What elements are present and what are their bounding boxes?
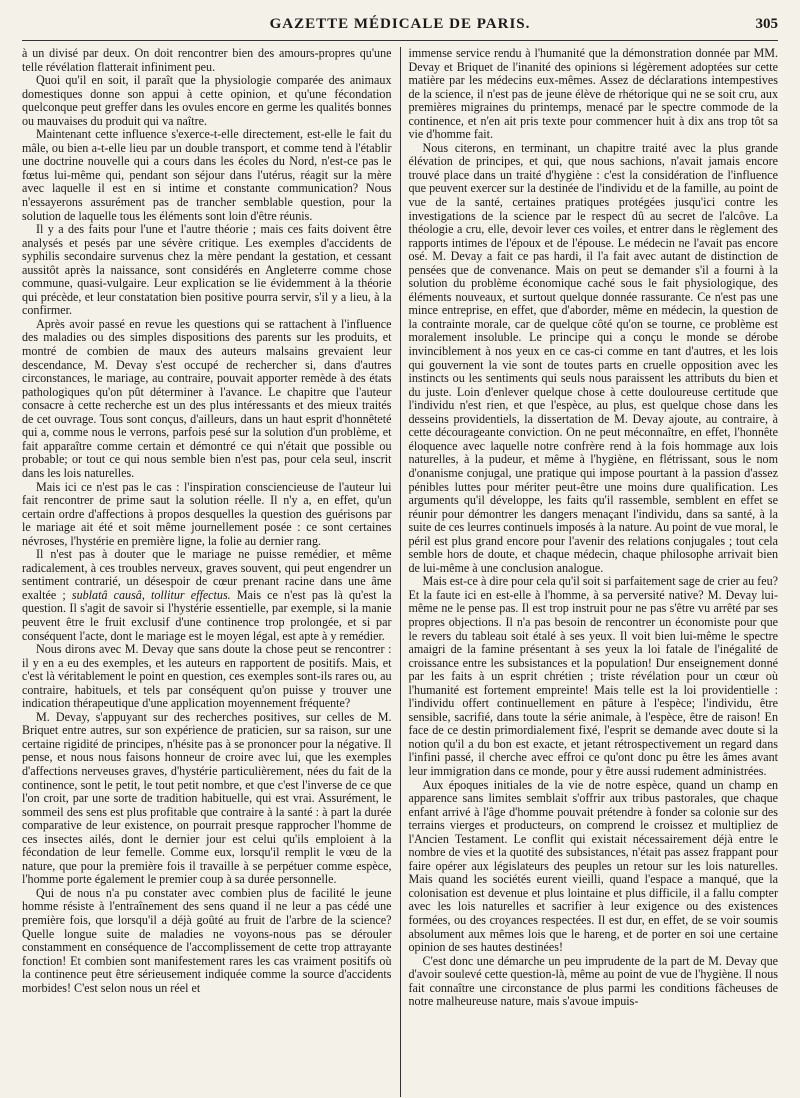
page-header [22, 14, 778, 41]
running-title: GAZETTE MÉDICALE DE PARIS. [269, 16, 531, 32]
paragraph: à un divisé par deux. On doit rencontrer bien des amours-propres qu'une telle révélation flatterait infiniment peu. [22, 47, 392, 74]
paragraph: Nous citerons, en terminant, un chapitre traité avec la plus grande élévation de principes, et qui, que nous sachions, n'avait jamais encore trouvé place dans un traité d'hygiène : c'est la considération de l'influence que peuvent exercer sur la destinée de l'individu et de la famille, au point de vue de la santé, certaines pratiques protégées jusqu'ici contre les investigations de la science par le respect dû au secret de l'alcôve. La théologie a cru, elle, devoir lever ces voiles, et entrer dans le règlement des rapports intimes de l'époux et de l'épouse. Le médecin ne l'avait pas encore osé. M. Devay a fait ce pas hardi, il l'a fait avec autant de distinction de pensées que de convenance. Mais on peut se demander s'il a fourni à la solution du problème économique caché sous le fait physiologique, des éléments nouveaux, et surtout quelque donnée rassurante. Ce n'est pas une mince entreprise, en effet, que d'aborder, même en médecin, la question de la contrainte morale, car de quelque côté qu'on se tourne, ce problème est moralement insoluble. Le principe qui a conçu le monde se dérobe invinciblement à nos yeux en ce cas-ci comme en tant d'autres, et les lois qui gouvernent la vie sont de toutes parts en cruelle opposition avec les instincts ou les sentiments qui seuls nous paraissent les attributs du bien et du juste. Loin d'enlever quelque chose à cette douloureuse certitude que l'individu n'est rien, et que l'espèce, au plus, est quelque chose dans les desseins providentiels, la dissertation de M. Devay ajoute, au contraire, à cette décourageante conviction. On ne peut méconnaître, en effet, l'honnête éloquence avec laquelle notre confrère rend à la fois hommage aux lois naturelles, à la pudeur, et même à l'hygiène, en flétrissant, sous le nom d'onanisme conjugal, une pratique qui impose pourtant à la passion d'assez pénibles luttes pour mériter peut-être une moins dure qualification. Les arguments qu'il développe, les faits qu'il rassemble, semblent en effet se réunir pour démontrer les dangers menaçant l'individu, dans sa santé, à la suite de ces leurres continuels imposés à la nature. Au point de vue moral, le péril est plus grand encore pour l'avenir des relations conjugales ; tout cela semble hors de doute, et chaque médecin, chaque philosophe arrivait bien de lui-même à une conclusion analogue. [408, 140, 778, 575]
paragraph: C'est donc une démarche un peu imprudente de la part de M. Devay que d'avoir soulevé cette question-là, même au point de vue de l'hygiène. Il nous fait connaître une circonstance de plus parmi les conditions fâcheuses de notre malheureuse nature, mais s'avoue impuis- [408, 953, 778, 1009]
paragraph: Qui de nous n'a pu constater avec combien plus de facilité le jeune homme résiste à l'entraînement des sens quand il ne leur a pas cédé une première fois, que lorsqu'il a déjà goûté au fruit de l'arbre de la science? Quelle longue suite de maladies ne voyons-nous pas se dérouler constamment en conséquence de l'accomplissement de cette trop attrayante fonction! Et combien sont manifestement rares les cas vraiment positifs où la continence peut être sérieusement indiquée comme la source d'accidents morbides! C'est selon nous un réel et [22, 885, 392, 995]
paragraph: Il n'est pas à douter que le mariage ne puisse remédier, et même radicalement, à ces troubles nerveux, graves souvent, qui peut engendrer un sentiment contrarié, un désespoir de cœur prenant racine dans une âme exaltée ; sublatâ causâ, tollitur effectus. Mais ce n'est pas là qu'est la question. Il s'agit de savoir si l'hystérie essentielle, par exemple, si la manie peuvent être le fruit exclusif d'une continence trop prolongée, et si par conséquent l'acte, dont le mariage est le moyen légal, est apte à y remédier. [22, 547, 392, 643]
page-number: 305 [755, 16, 778, 32]
paragraph: Mais ici ce n'est pas le cas : l'inspiration consciencieuse de l'auteur lui fait rencontrer de prime saut la solution réelle. Il n'y a, en effet, qu'un certain ordre d'affections à propos desquelles la question des guérisons par le mariage ait été et soit même journellement posée : ce sont certaines névroses, l'hystérie en première ligne, la folie au dernier rang. [22, 479, 392, 548]
paragraph: Aux époques initiales de la vie de notre espèce, quand un champ en apparence sans limites semblait s'offrir aux tribus pastorales, que chaque enfant arrivé à l'âge d'homme pouvait prétendre à fonder sa colonie sur des terrains vierges et producteurs, on comprend le croissez et multipliez de l'Ancien Testament. Le conflit qui existait nécessairement déjà entre le nombre de vies et la quotité des subsistances, n'était pas assez frappant pour faire opérer aux législateurs des peuples un retour sur les lois naturelles. Mais quand les sociétés eurent vieilli, quand l'espace a manqué, que la colonisation est devenue et plus lointaine et plus difficile, il a fallu compter avec les lois naturelles et sacrifier à leur exigence ou des existences formées, ou des croyances respectées. Il est dur, en effet, de se voir soumis absolument aux mêmes lois que le hareng, et de porter en soi une certaine opinion de ses hautes destinées! [408, 777, 778, 955]
paragraph: Nous dirons avec M. Devay que sans doute la chose peut se rencontrer : il y en a eu des exemples, et les auteurs en rapportent de positifs. Mais, et c'est là véritablement le point en question, ces exemples sont-ils rares ou, au contraire, habituels, et tels par conséquent qu'on puisse y trouver une indication thérapeutique d'une application moyennement fréquente? [22, 642, 392, 711]
paragraph: Après avoir passé en revue les questions qui se rattachent à l'influence des maladies ou des simples dispositions des parents sur les produits, et montré de combien de maux des auteurs malsains grevaient leur descendance, M. Devay s'est occupé de rechercher si, dans d'autres circonstances, le mariage, au contraire, pouvait apporter remède à des états pathologiques qu'on pût déterminer à l'avance. Le chapitre que l'auteur consacre à cette recherche est un des plus intéressants et des mieux traités de cet ouvrage. Tous sont conçus, d'ailleurs, dans un haut esprit d'honnêteté qui a, comme nous le verrons, parfois pesé sur la solution d'un problème, et fait apparaître comme certain et démontré ce qui n'était que possible ou probable; or tout ce qui nous semble bien n'est pas, pour cela seul, inscrit dans les lois naturelles. [22, 316, 392, 480]
right-column [401, 47, 779, 1097]
text-columns [22, 47, 778, 1097]
paragraph: M. Devay, s'appuyant sur des recherches positives, sur celles de M. Briquet entre autres, sur son expérience de praticien, sur sa raison, sur une certaine rigidité de principes, n'hésite pas à se prononcer pour la négative. Il pense, et nous nous faisons honneur de croire avec lui, que les exemples d'affections nerveuses graves, d'hystérie particulièrement, nées du fait de la continence, sont le petit, le tout petit nombre, et que c'est l'inverse de ce que l'on croit, par une sorte de tradition habituelle, qui est vrai. Assurément, le sommeil des sens est plus profitable que contraire à la santé : à part la durée comparative de leur existence, on pourrait presque rapprocher l'homme de ces insectes ailés, dont le dernier jour est celui qu'ils emploient à la fécondation de leur femelle. Comme eux, lorsqu'il remplit le vœu de la nature, que pour la première fois il travaille à se perpétuer comme espèce, l'homme porte également le premier coup à sa durée personnelle. [22, 709, 392, 887]
paragraph: Mais est-ce à dire pour cela qu'il soit si parfaitement sage de crier au feu? Et la faute ici en est-elle à l'homme, à sa perversité native? M. Devay lui-même ne le pense pas. Il est trop instruit pour ne pas s'être vu arrêté par ses propres objections. Il n'a pas besoin de rencontrer un économiste pour que le revers du tableau soit étalé à ses yeux. Il voit bien lui-même le spectre amaigri de la famine présentant à ses yeux la loi fatale de l'inégalité de croissance entre les subsistances et la population! Dur enseignement donné par les faits à un esprit chrétien ; triste révélation pour un cœur où l'humanité est fortement empreinte! Mais telle est la loi providentielle : l'individu offert continuellement en pâture à l'espèce; l'individu, être sensible, sacrifié, dans toute la série animale, à l'espèce, être de raison! En face de ce destin primordialement fixé, l'esprit se demande avec doute si la notion qu'il a du bon est exacte, et jetant rétrospectivement un regard dans l'infini passé, il cherche avec effroi ce qu'ont donc pu être les âmes avant leur immigration dans ce monde, pour y être aussi rudement administrées. [408, 574, 778, 778]
left-column [22, 47, 400, 1097]
paragraph: immense service rendu à l'humanité que la démonstration donnée par MM. Devay et Briquet de l'inanité des opinions si légèrement adoptées sur cette matière par les médecins eux-mêmes. Assez de déclarations intempestives de la science, il n'est pas de jeune élève de rhétorique qui ne se soit cru, aux premières migraines du printemps, menacé par le spectre commode de la continence, et n'en ait pris texte pour commencer huit à dix ans trop tôt sa vie d'homme fait. [408, 47, 778, 142]
paragraph: Maintenant cette influence s'exerce-t-elle directement, est-elle le fait du mâle, ou bien a-t-elle lieu par un double transport, et comme tend à l'établir une doctrine nouvelle qui a cours dans les écoles du Nord, n'est-ce pas le fœtus lui-même qui, pendant son séjour dans l'utérus, réagit sur la mère avec laquelle il est en si intime et constante communication? Nous n'essayerons assurément pas de trancher semblable question, pour la solution de laquelle tous les éléments sont loin d'être réunis. [22, 127, 392, 223]
paragraph: Il y a des faits pour l'une et l'autre théorie ; mais ces faits doivent être analysés et pesés par une sévère critique. Les exemples d'accidents de syphilis secondaire survenus chez la mère pendant la gestation, et cessant aussitôt après la naissance, sont considérés en Angleterre comme chose commune, quasi-vulgaire. Leur explication se lie évidemment à la théorie qui précède, et leur constatation bien positive pourra servir, s'il y a lieu, à la confirmer. [22, 222, 392, 318]
paragraph: Quoi qu'il en soit, il paraît que la physiologie comparée des animaux domestiques donne son appui à cette opinion, et qu'une fécondation quelconque peut greffer dans les ovules encore en germe les qualités bonnes ou mauvaises du produit qui va naître. [22, 73, 392, 128]
